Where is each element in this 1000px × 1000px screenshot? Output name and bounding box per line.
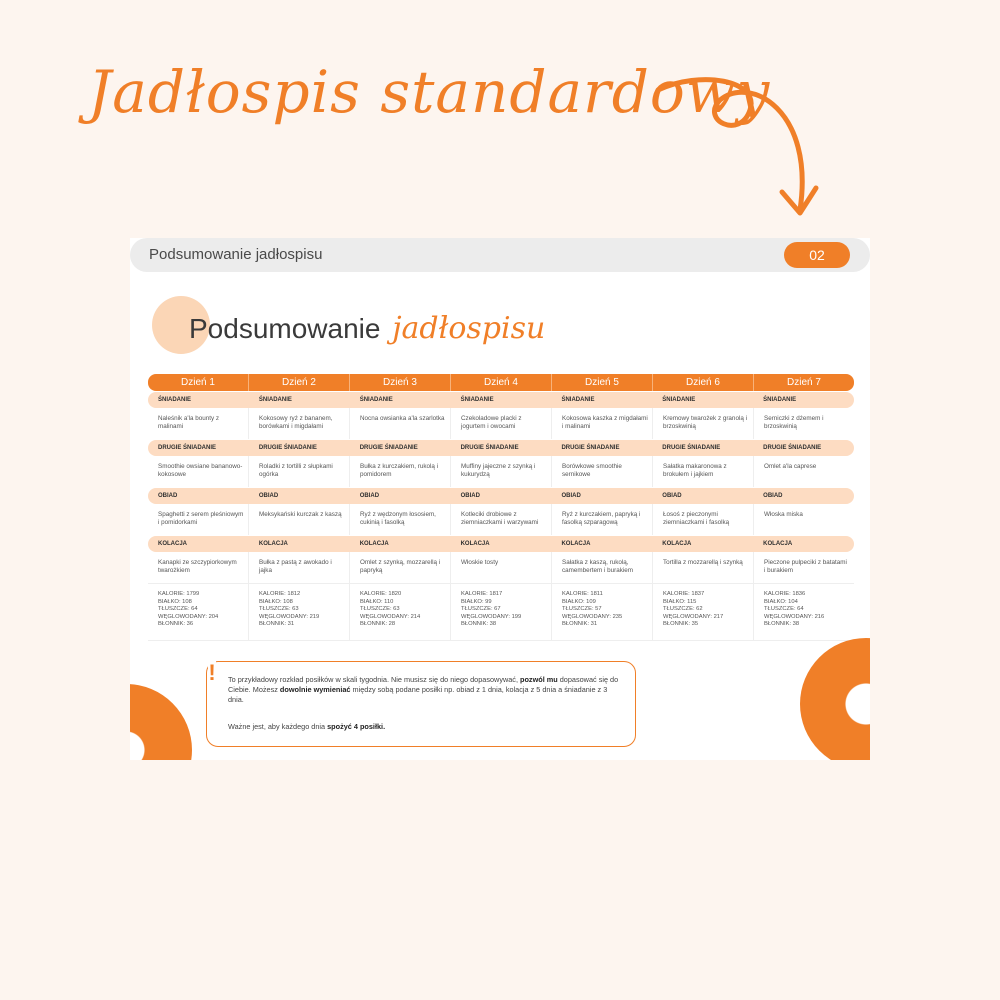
note-text-important: Ważne jest, aby każdego dnia spożyć 4 posiłki. [228, 722, 386, 731]
meal-item: Kokosowy ryż z bananem, borówkami i migdałami [249, 408, 350, 439]
meal-item: Omlet z szynką, mozzarellą i papryką [350, 552, 451, 583]
exclamation-icon: ! [208, 658, 216, 688]
meal-label: DRUGIE ŚNIADANIE [763, 445, 822, 451]
note-box [206, 661, 636, 747]
nutrition-line: BIAŁKO: 108 [259, 598, 293, 605]
day-header: Dzień 1 [148, 374, 249, 391]
meal-items-row [148, 456, 854, 487]
meal-label: OBIAD [359, 493, 380, 499]
nutrition-line: BIAŁKO: 110 [360, 598, 394, 605]
meal-item: Ryż z wędzonym łososiem, cukinią i fasolką [350, 504, 451, 535]
nutrition-line: KALORIE: 1837 [663, 591, 705, 597]
nutrition-totals [653, 584, 754, 640]
meal-items-row [148, 552, 854, 583]
day-header: Dzień 4 [451, 374, 552, 391]
meal-item: Kremowy twarożek z granolą i brzoskwinią [653, 408, 754, 439]
meal-item: Kanapki ze szczypiorkowym twarożkiem [148, 552, 249, 583]
nutrition-line: WĘGLOWODANY: 219 [259, 613, 320, 620]
day-header: Dzień 5 [552, 374, 653, 391]
summary-slide [130, 238, 870, 760]
meal-item: Łosoś z pieczonymi ziemniaczkami i fasolką [653, 504, 754, 535]
meal-label-row [148, 536, 854, 552]
meal-label-row [148, 392, 854, 408]
decorative-ring-right [800, 638, 870, 760]
nutrition-line: TŁUSZCZE: 62 [663, 606, 703, 613]
meal-item: Borówkowe smoothie sernikowe [552, 456, 653, 487]
meal-label: OBIAD [460, 493, 480, 499]
meal-item: Pieczone pulpeciki z batatami i burakiem [764, 559, 847, 574]
day-header: Dzień 7 [787, 377, 821, 388]
meal-item: Meksykański kurczak z kaszą [249, 504, 350, 535]
nutrition-line: TŁUSZCZE: 64 [764, 606, 804, 613]
slide-title [189, 311, 545, 346]
meal-items-row [148, 504, 854, 535]
meal-item: Kokosowa kaszka z migdałami i malinami [552, 408, 653, 439]
day-header: Dzień 3 [350, 374, 451, 391]
nutrition-line: TŁUSZCZE: 57 [562, 606, 602, 613]
meal-label-row [148, 440, 854, 456]
main-title: Jadłospis standardowy [88, 58, 771, 126]
meal-item: Smoothie owsiane bananowo-kokosowe [148, 456, 249, 487]
nutrition-line: WĘGLOWODANY: 214 [360, 613, 421, 620]
meal-label: OBIAD [561, 493, 581, 499]
meal-item: Włoskie tosty [451, 552, 552, 583]
nutrition-line: BIAŁKO: 108 [158, 598, 192, 605]
meal-label: ŚNIADANIE [158, 397, 192, 403]
nutrition-line: BIAŁKO: 109 [562, 598, 596, 605]
nutrition-line: KALORIE: 1820 [360, 591, 402, 597]
page-number-badge: 02 [784, 242, 850, 268]
decorative-ring-left [130, 684, 192, 760]
meal-label: DRUGIE ŚNIADANIE [561, 445, 620, 451]
meal-item: Ryż z kurczakiem, papryką i fasolką szparagową [552, 504, 653, 535]
nutrition-line: BŁONNIK: 35 [663, 621, 699, 628]
nutrition-line: TŁUSZCZE: 67 [461, 606, 501, 613]
meal-item: Kotleciki drobiowe z ziemniaczkami i warzywami [451, 504, 552, 535]
meal-label: ŚNIADANIE [662, 397, 696, 403]
nutrition-line: WĘGLOWODANY: 199 [461, 613, 522, 620]
meal-label: OBIAD [763, 493, 783, 499]
nutrition-line: KALORIE: 1812 [259, 591, 301, 597]
nutrition-line: BŁONNIK: 28 [360, 621, 396, 628]
nutrition-totals [552, 584, 653, 640]
nutrition-totals [249, 584, 350, 640]
nutrition-totals-row [148, 583, 854, 641]
nutrition-totals [451, 584, 552, 640]
meal-item: Omlet a'la caprese [764, 463, 817, 470]
meal-item: Sałatka makaronowa z brokułem i jajkiem [653, 456, 754, 487]
nutrition-line: WĘGLOWODANY: 216 [764, 613, 825, 620]
slide-title-accent: jadłospisu [392, 311, 546, 346]
meal-label: DRUGIE ŚNIADANIE [662, 445, 721, 451]
meal-label: ŚNIADANIE [460, 397, 494, 403]
slide-title-plain: Podsumowanie [189, 313, 381, 344]
meal-item: Roladki z tortilli z słupkami ogórka [249, 456, 350, 487]
note-text: To przykładowy rozkład posiłków w skali tygodnia. Nie musisz się do niego dopasowywać, pozwól mu dopasować się do Ciebie. Możesz dowolnie wymieniać między sobą podane posiłki np. obiad z 1 dnia, kolacja z 5 dnia a śniadanie z 3 dnia. [228, 675, 619, 704]
meal-label: KOLACJA [460, 541, 490, 547]
curved-arrow-icon [640, 70, 840, 230]
nutrition-line: BŁONNIK: 31 [259, 621, 295, 628]
nutrition-line: BIAŁKO: 99 [461, 598, 492, 605]
nutrition-line: BIAŁKO: 115 [663, 598, 697, 605]
day-header: Dzień 2 [249, 374, 350, 391]
meal-label: OBIAD [258, 493, 279, 499]
nutrition-totals [148, 584, 249, 640]
meal-item: Tortilla z mozzarellą i szynką [653, 552, 754, 583]
nutrition-line: KALORIE: 1817 [461, 591, 503, 597]
nutrition-line: BŁONNIK: 38 [461, 621, 497, 628]
slide-header-title: Podsumowanie jadłospisu [149, 246, 323, 263]
meal-item: Naleśnik a'la bounty z malinami [148, 408, 249, 439]
meal-label: DRUGIE ŚNIADANIE [460, 445, 519, 451]
nutrition-line: WĘGLOWODANY: 235 [562, 613, 623, 620]
nutrition-line: KALORIE: 1811 [562, 591, 603, 597]
meal-label: ŚNIADANIE [258, 397, 292, 403]
nutrition-line: KALORIE: 1799 [158, 591, 200, 597]
nutrition-totals [350, 584, 451, 640]
meal-item: Muffiny jajeczne z szynką i kukurydzą [451, 456, 552, 487]
meal-item: Bułka z kurczakiem, rukolą i pomidorem [350, 456, 451, 487]
nutrition-totals [754, 584, 854, 640]
meal-label: ŚNIADANIE [763, 397, 797, 403]
meal-item: Serniczki z dżemem i brzoskwinią [764, 415, 824, 430]
day-header-row [148, 374, 854, 391]
nutrition-line: WĘGLOWODANY: 204 [158, 613, 219, 620]
nutrition-line: WĘGLOWODANY: 217 [663, 613, 724, 620]
meal-label: KOLACJA [662, 541, 692, 547]
meal-label: DRUGIE ŚNIADANIE [258, 445, 317, 451]
nutrition-line: BŁONNIK: 36 [158, 621, 194, 628]
slide-header [130, 238, 870, 272]
meal-label: ŚNIADANIE [561, 397, 595, 403]
meal-label-row [148, 488, 854, 504]
nutrition-line: BŁONNIK: 31 [562, 621, 598, 628]
meal-label: ŚNIADANIE [359, 397, 393, 403]
meal-item: Włoska miska [764, 511, 803, 518]
meal-label: OBIAD [662, 493, 682, 499]
meal-label: KOLACJA [763, 541, 793, 547]
nutrition-line: TŁUSZCZE: 63 [259, 606, 299, 613]
meal-plan-table [148, 374, 854, 641]
meal-label: KOLACJA [561, 541, 591, 547]
meal-label: KOLACJA [258, 541, 288, 547]
meal-label: KOLACJA [158, 541, 188, 547]
nutrition-line: BIAŁKO: 104 [764, 598, 798, 605]
meal-item: Nocna owsianka a'la szarlotka [350, 408, 451, 439]
meal-item: Czekoladowe placki z jogurtem i owocami [451, 408, 552, 439]
day-header: Dzień 6 [653, 374, 754, 391]
meal-label: DRUGIE ŚNIADANIE [359, 445, 418, 451]
meal-label: KOLACJA [359, 541, 389, 547]
nutrition-line: TŁUSZCZE: 63 [360, 606, 400, 613]
meal-items-row [148, 408, 854, 439]
meal-label: DRUGIE ŚNIADANIE [158, 445, 217, 451]
meal-item: Spaghetti z serem pleśniowym i pomidorkami [148, 504, 249, 535]
nutrition-line: BŁONNIK: 38 [764, 621, 800, 628]
nutrition-line: TŁUSZCZE: 64 [158, 606, 198, 613]
meal-item: Bułka z pastą z awokado i jajka [249, 552, 350, 583]
nutrition-line: KALORIE: 1836 [764, 591, 806, 597]
meal-item: Sałatka z kaszą, rukolą, camembertem i burakiem [552, 552, 653, 583]
meal-label: OBIAD [158, 493, 178, 499]
